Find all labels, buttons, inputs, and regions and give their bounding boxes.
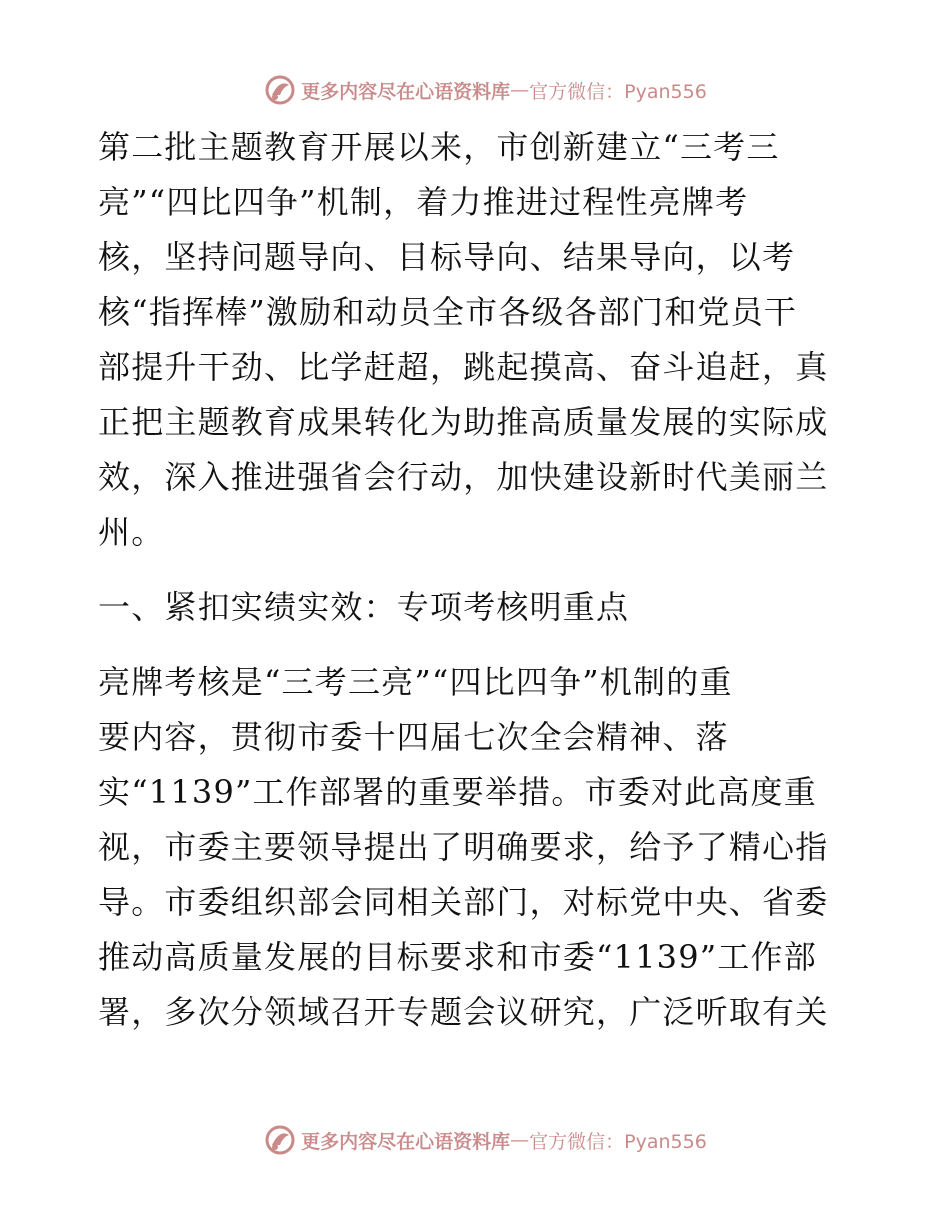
brand-logo-icon — [263, 73, 297, 107]
paragraph-section-one — [98, 655, 858, 1040]
watermark-dash: — — [510, 1129, 530, 1151]
text-line: 视，市委主要领导提出了明确要求，给予了精心指 — [98, 828, 829, 866]
footer-watermark — [0, 1120, 950, 1160]
text-line: 亮牌考核是“三考三亮”“四比四争”机制的重 — [98, 663, 733, 701]
paragraph-intro — [98, 120, 858, 560]
document-body — [98, 120, 858, 1040]
text-line: 实“1139”工作部署的重要举措。市委对此高度重 — [98, 773, 817, 811]
watermark-contact: 官方微信：Pyan556 — [529, 80, 707, 103]
text-line: 亮”“四比四争”机制，着力推进过程性亮牌考 — [98, 183, 749, 221]
text-line: 效，深入推进强省会行动，加快建设新时代美丽兰 — [98, 458, 829, 496]
section-heading — [98, 580, 858, 635]
text-line: 要内容，贯彻市委十四届七次全会精神、落 — [98, 718, 729, 756]
watermark-main-text: 更多内容尽在心语资料库 — [301, 80, 511, 103]
text-line: 部提升干劲、比学赶超，跳起摸高、奋斗追赶，真 — [98, 348, 829, 386]
text-line: 核“指挥棒”激励和动员全市各级各部门和党员干 — [98, 293, 798, 331]
brand-logo-icon — [263, 1123, 297, 1157]
watermark-dash: — — [510, 79, 530, 101]
text-line: 署，多次分领域召开专题会议研究，广泛听取有关 — [98, 993, 829, 1031]
text-line: 推动高质量发展的目标要求和市委“1139”工作部 — [98, 938, 817, 976]
header-watermark — [0, 70, 950, 110]
watermark-main-text: 更多内容尽在心语资料库 — [301, 1130, 511, 1153]
text-line: 第二批主题教育开展以来，市创新建立“三考三 — [98, 128, 780, 166]
heading-line: 一、紧扣实绩实效：专项考核明重点 — [98, 588, 630, 626]
text-line: 导。市委组织部会同相关部门，对标党中央、省委 — [98, 883, 829, 921]
text-line: 州。 — [98, 513, 165, 551]
text-line: 核，坚持问题导向、目标导向、结果导向，以考 — [98, 238, 796, 276]
text-line: 正把主题教育成果转化为助推高质量发展的实际成 — [98, 403, 829, 441]
watermark-contact: 官方微信：Pyan556 — [529, 1130, 707, 1153]
